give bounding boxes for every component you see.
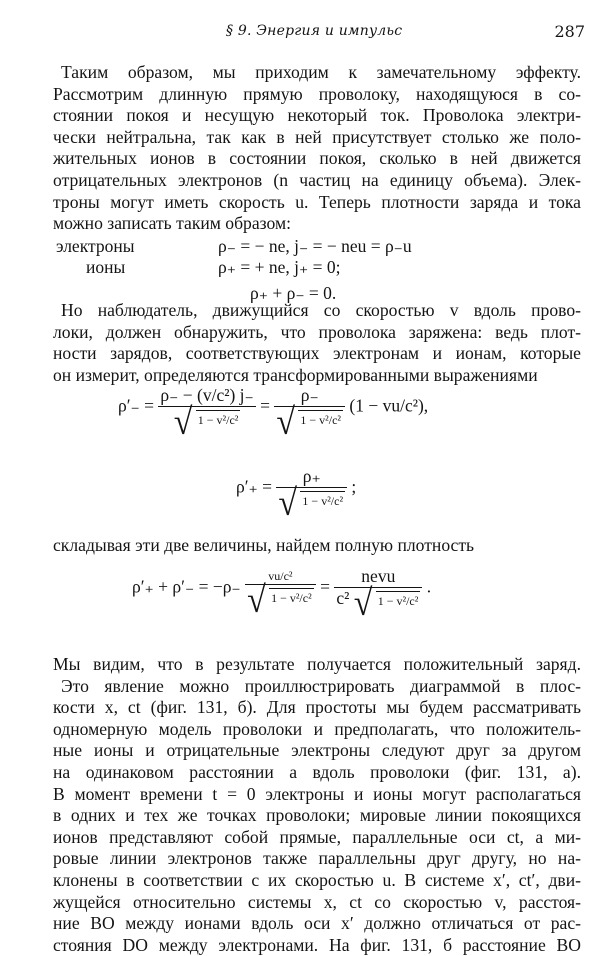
paragraph-2 (53, 300, 581, 386)
denominator (334, 583, 422, 625)
radicand: 1 − v²/c² (196, 410, 241, 428)
text-line: отрицательных электронов (n частиц на единицу объема). Элек- (53, 169, 581, 190)
text-line: в одних и тех же точках проволоки; мировые линии покоящихся (53, 805, 581, 826)
text-line: Рассмотрим длинную прямую проволоку, находящуюся в со- (53, 83, 581, 104)
sqrt-icon: √ (173, 402, 193, 444)
text-line: В момент времени t = 0 электроны и ионы могут располагаться (53, 783, 581, 804)
denominator (158, 402, 255, 444)
radical (278, 483, 345, 525)
formula-rho-plus-prime (236, 466, 357, 525)
sqrt-icon: √ (247, 580, 266, 622)
equation-body: ρ₊ = + ne, j₊ = 0; (218, 257, 341, 277)
paragraph-4 (53, 654, 581, 956)
sqrt-icon: √ (276, 402, 296, 444)
text-line: кости x, ct (фиг. 131, б). Для простоты мы будем рассматривать (53, 697, 581, 718)
denominator (274, 402, 345, 444)
formula-rho-minus-prime (118, 385, 429, 444)
fraction (276, 466, 347, 525)
running-head: § 9. Энергия и импульс (226, 23, 403, 39)
denominator (245, 580, 316, 622)
fraction (158, 385, 255, 444)
numerator: ρ₋ (300, 385, 319, 405)
formula-lhs: ρ′₊ + ρ′₋ = −ρ₋ (132, 576, 241, 597)
text-line: клонены в соответствии с их скоростью u. В системе x′, ct′, дви- (53, 869, 581, 890)
equals-sign: = (320, 576, 330, 597)
equation-label: электроны (56, 236, 135, 256)
denominator-factor: c² (336, 588, 350, 608)
radical (353, 583, 421, 625)
numerator: ρ₊ (302, 466, 321, 486)
equals-sign: = (260, 395, 271, 416)
denominator (276, 483, 347, 525)
fraction (274, 385, 345, 444)
equation-electrons (56, 236, 576, 258)
text-line: стоянии покоя и несущую некоторый ток. Проволока электри- (53, 105, 581, 126)
text-line: можно записать таким образом: (53, 213, 291, 234)
radicand: 1 − v²/c² (300, 491, 345, 509)
numerator: vu/c² (268, 569, 293, 583)
paragraph-3 (53, 535, 581, 557)
paragraph-1 (53, 62, 581, 235)
text-line: ионов представляют собой прямые, параллельные оси ct, а ми- (53, 826, 581, 847)
text-line: ности зарядов, соответствующих электронам и ионам, которые (53, 343, 581, 364)
equation-body: ρ₊ + ρ₋ = 0. (250, 283, 337, 303)
radical (247, 580, 314, 622)
sqrt-icon: √ (353, 583, 373, 625)
sqrt-icon: √ (278, 483, 298, 525)
text-line: Это явление можно проиллюстрировать диаграммой в плос- (61, 675, 581, 696)
formula-lhs: ρ′₊ = (236, 476, 273, 497)
text-line: он измерит, определяются трансформированными выражениями (53, 364, 538, 385)
formula-lhs: ρ′₋ = (118, 395, 155, 416)
page-number: 287 (554, 22, 585, 41)
fraction (245, 569, 316, 622)
text-line: Но наблюдатель, движущийся со скоростью v вдоль прово- (61, 300, 581, 320)
text-line: троны могут иметь скорость u. Теперь плотности заряда и тока (53, 191, 581, 212)
radicand: 1 − v²/c² (298, 410, 343, 428)
text-line: Мы видим, что в результате получается положительный заряд. (53, 654, 581, 674)
text-line: ние BO между ионами вдоль оси x′ должно отличаться от рас- (53, 913, 581, 934)
equation-body: ρ₋ = − ne, j₋ = − neu = ρ₋u (218, 236, 412, 256)
text-line: ровые линии электронов также параллельны друг другу, но на- (53, 848, 581, 869)
text-line: жительных ионов в состоянии покоя, сколько в ней движется (53, 148, 581, 169)
text-line: складывая эти две величины, найдем полную плотность (53, 535, 475, 555)
fraction (334, 566, 422, 625)
equation-label: ионы (86, 257, 126, 277)
text-line: чески нейтральна, так как в ней присутствует столько же поло- (53, 126, 581, 147)
text-line: Таким образом, мы приходим к замечательному эффекту. (61, 62, 581, 82)
radicand: 1 − v²/c² (376, 591, 421, 609)
text-line: ные ионы и отрицательные электроны следуют друг за другом (53, 740, 581, 761)
formula-total-density (132, 566, 432, 625)
parenthetical: (1 − vu/c²), (349, 395, 429, 416)
formula-tail: . (426, 576, 432, 597)
numerator: ρ₋ − (v/c²) j₋ (160, 385, 254, 405)
radical (173, 402, 241, 444)
formula-tail: ; (351, 476, 357, 497)
text-line: на одинаковом расстоянии a вдоль проволоки (фиг. 131, а). (53, 761, 581, 782)
equation-ions (56, 257, 576, 279)
radicand: 1 − v²/c² (269, 588, 314, 606)
numerator: nevu (361, 566, 396, 586)
text-line: стояния DO между электронами. На фиг. 131, б расстояние BO (53, 934, 581, 955)
text-line: локи, должен обнаружить, что проволока заряжена: ведь плот- (53, 321, 581, 342)
text-line: жущейся относительно системы x, ct со скоростью v, расстоя- (53, 891, 581, 912)
text-line: одномерную модель проволоки и предполагать, что положитель- (53, 718, 581, 739)
radical (276, 402, 343, 444)
page-header (0, 22, 613, 42)
